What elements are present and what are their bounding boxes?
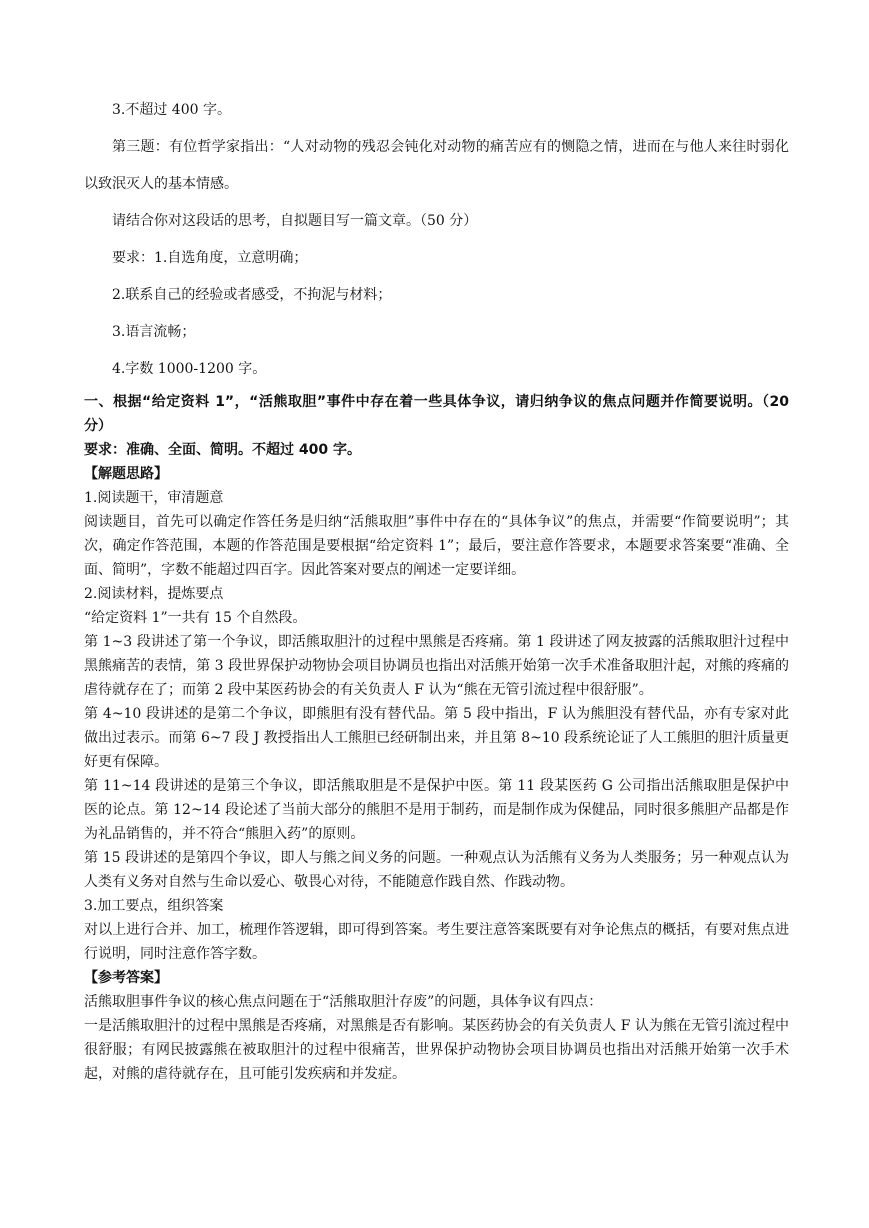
requirement-1-text: 要求：1.自选角度，立意明确； [112, 250, 308, 266]
point-2-text: 第 4~10 段讲述的是第二个争议，即熊胆有没有替代品。第 5 段中指出，F 认为熊胆没有替代品，亦有专家对此做出过表示。而第 6~7 段 J 教授指出人工熊胆已经研制出来，并且第 8~10 段系统论证了人工熊胆的胆汁质量更好更有保障。 [84, 706, 789, 770]
requirement-3-text: 3.不超过 400 字。 [112, 102, 231, 118]
step-1-text: 阅读题目，首先可以确定作答任务是归纳“活熊取胆”事件中存在的“具体争议”的焦点，并需要“作简要说明”；其次，确定作答范围，本题的作答范围是要根据“给定资料 1”；最后，要注意作答要求，本题要求答案要“准确、全面、简明”，字数不能超过四百字。因此答案对要点的阐述一定要详细。 [84, 514, 789, 578]
approach-heading: 【解题思路】 [84, 466, 168, 482]
point-1-text: 第 1~3 段讲述了第一个争议，即活熊取胆汁的过程中黑熊是否疼痛。第 1 段讲述了网友披露的活熊取胆汁过程中黑熊痛苦的表情，第 3 段世界保护动物协会项目协调员也指出对活熊开始第一次手术准备取胆汁起，对熊的疼痛的虐待就存在了；而第 2 段中某医药协会的有关负责人 F 认为“熊在无管引流过程中很舒服”。 [84, 634, 789, 698]
question-3-statement: 第三题：有位哲学家指出：“人对动物的残忍会钝化对动物的痛苦应有的恻隐之情，进而在与他人来往时弱化以致泯灭人的基本情感。 [84, 139, 789, 192]
step-2-intro: “给定资料 1”一共有 15 个自然段。 [84, 610, 307, 626]
section-1-title: 一、根据“给定资料 1”，“活熊取胆”事件中存在着一些具体争议，请归纳争议的焦点问题并作简要说明。（20 分） [84, 394, 789, 434]
answer-point-1: 一是活熊取胆汁的过程中黑熊是否疼痛，对黑熊是否有影响。某医药协会的有关负责人 F 认为熊在无管引流过程中很舒服；有网民披露熊在被取胆汁的过程中很痛苦，世界保护动物协会项目协调员也指出对活熊开始第一次手术起，对熊的虐待就存在，且可能引发疾病和并发症。 [84, 1018, 789, 1082]
answer-heading: 【参考答案】 [84, 970, 168, 986]
step-2-title: 2.阅读材料，提炼要点 [84, 586, 224, 602]
step-3-text: 对以上进行合并、加工，梳理作答逻辑，即可得到答案。考生要注意答案既要有对争论焦点的概括，有要对焦点进行说明，同时注意作答字数。 [84, 922, 789, 962]
point-3-text: 第 11~14 段讲述的是第三个争议，即活熊取胆是不是保护中医。第 11 段某医药 G 公司指出活熊取胆是保护中医的论点。第 12~14 段论述了当前大部分的熊胆不是用于制药，而是制作成为保健品，同时很多熊胆产品都是作为礼品销售的，并不符合“熊胆入药”的原则。 [84, 778, 789, 842]
requirement-4-text: 4.字数 1000-1200 字。 [112, 361, 267, 377]
question-3-prompt: 请结合你对这段话的思考，自拟题目写一篇文章。（50 分） [112, 213, 478, 229]
requirement-3b-text: 3.语言流畅； [112, 324, 196, 340]
step-3-title: 3.加工要点，组织答案 [84, 898, 224, 914]
requirement-2-text: 2.联系自己的经验或者感受，不拘泥与材料； [112, 287, 392, 303]
step-1-title: 1.阅读题干，审清题意 [84, 490, 224, 506]
section-1-requirement: 要求：准确、全面、简明。不超过 400 字。 [84, 442, 361, 458]
point-4-text: 第 15 段讲述的是第四个争议，即人与熊之间义务的问题。一种观点认为活熊有义务为人类服务；另一种观点认为人类有义务对自然与生命以爱心、敬畏心对待，不能随意作践自然、作践动物。 [84, 850, 789, 890]
answer-intro: 活熊取胆事件争议的核心焦点问题在于“活熊取胆汁存废”的问题，具体争议有四点： [84, 994, 603, 1010]
